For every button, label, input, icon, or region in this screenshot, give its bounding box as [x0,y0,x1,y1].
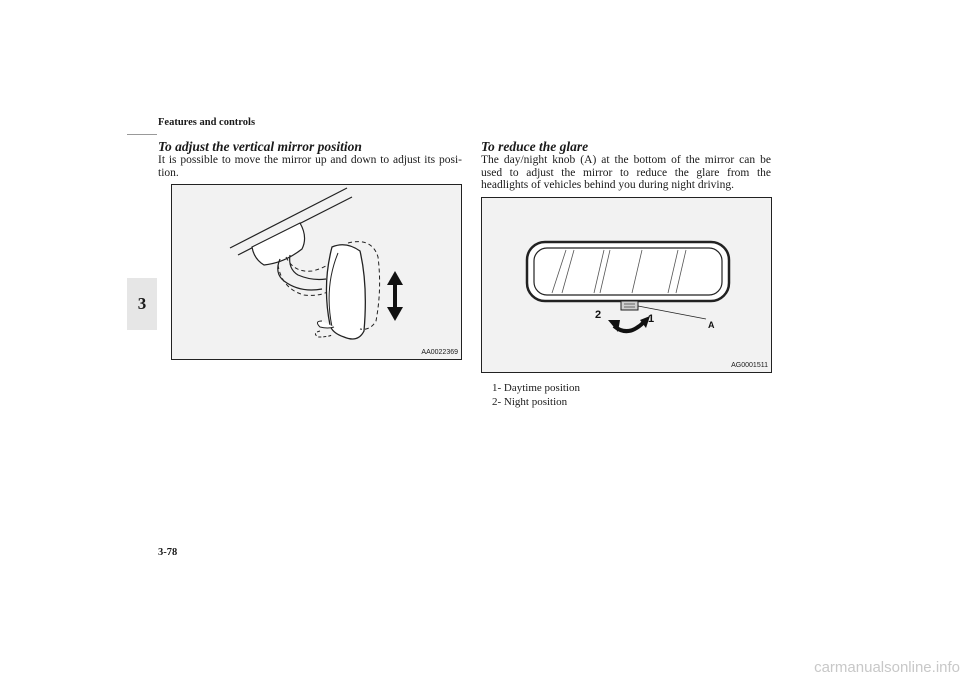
reduce-glare-text: The day/night knob (A) at the bottom of the mirror can be used to adjust the mirror to reduce the glare from the headlights of vehicles behind you during night driving. [481,154,771,191]
mirror-day-night-figure [481,197,772,373]
mirror-vertical-adjust-figure [171,184,462,360]
watermark: carmanualsonline.info [814,659,960,676]
legend-item: 2- Night position [492,396,568,408]
vertical-position-text: It is possible to move the mirror up and down to adjust its posi- tion. [158,154,462,179]
section-title-vertical-position: To adjust the vertical mirror position [158,139,362,154]
label-knob: A [708,320,715,330]
figure-code: AG0001511 [731,362,768,369]
running-header: Features and controls [158,117,256,128]
section-title-reduce-glare: To reduce the glare [481,139,589,154]
figure-legend [492,381,580,409]
label-day: 1 [648,313,655,325]
header-rule [127,134,157,135]
figure-code: AA0022369 [421,349,458,356]
legend-item: 1- Daytime position [492,382,580,394]
label-night: 2 [595,309,602,321]
chapter-tab: 3 [127,278,157,330]
page-number: 3-78 [158,547,178,558]
mirror-day-night-illustration [482,198,773,374]
mirror-vertical-illustration [172,185,463,361]
